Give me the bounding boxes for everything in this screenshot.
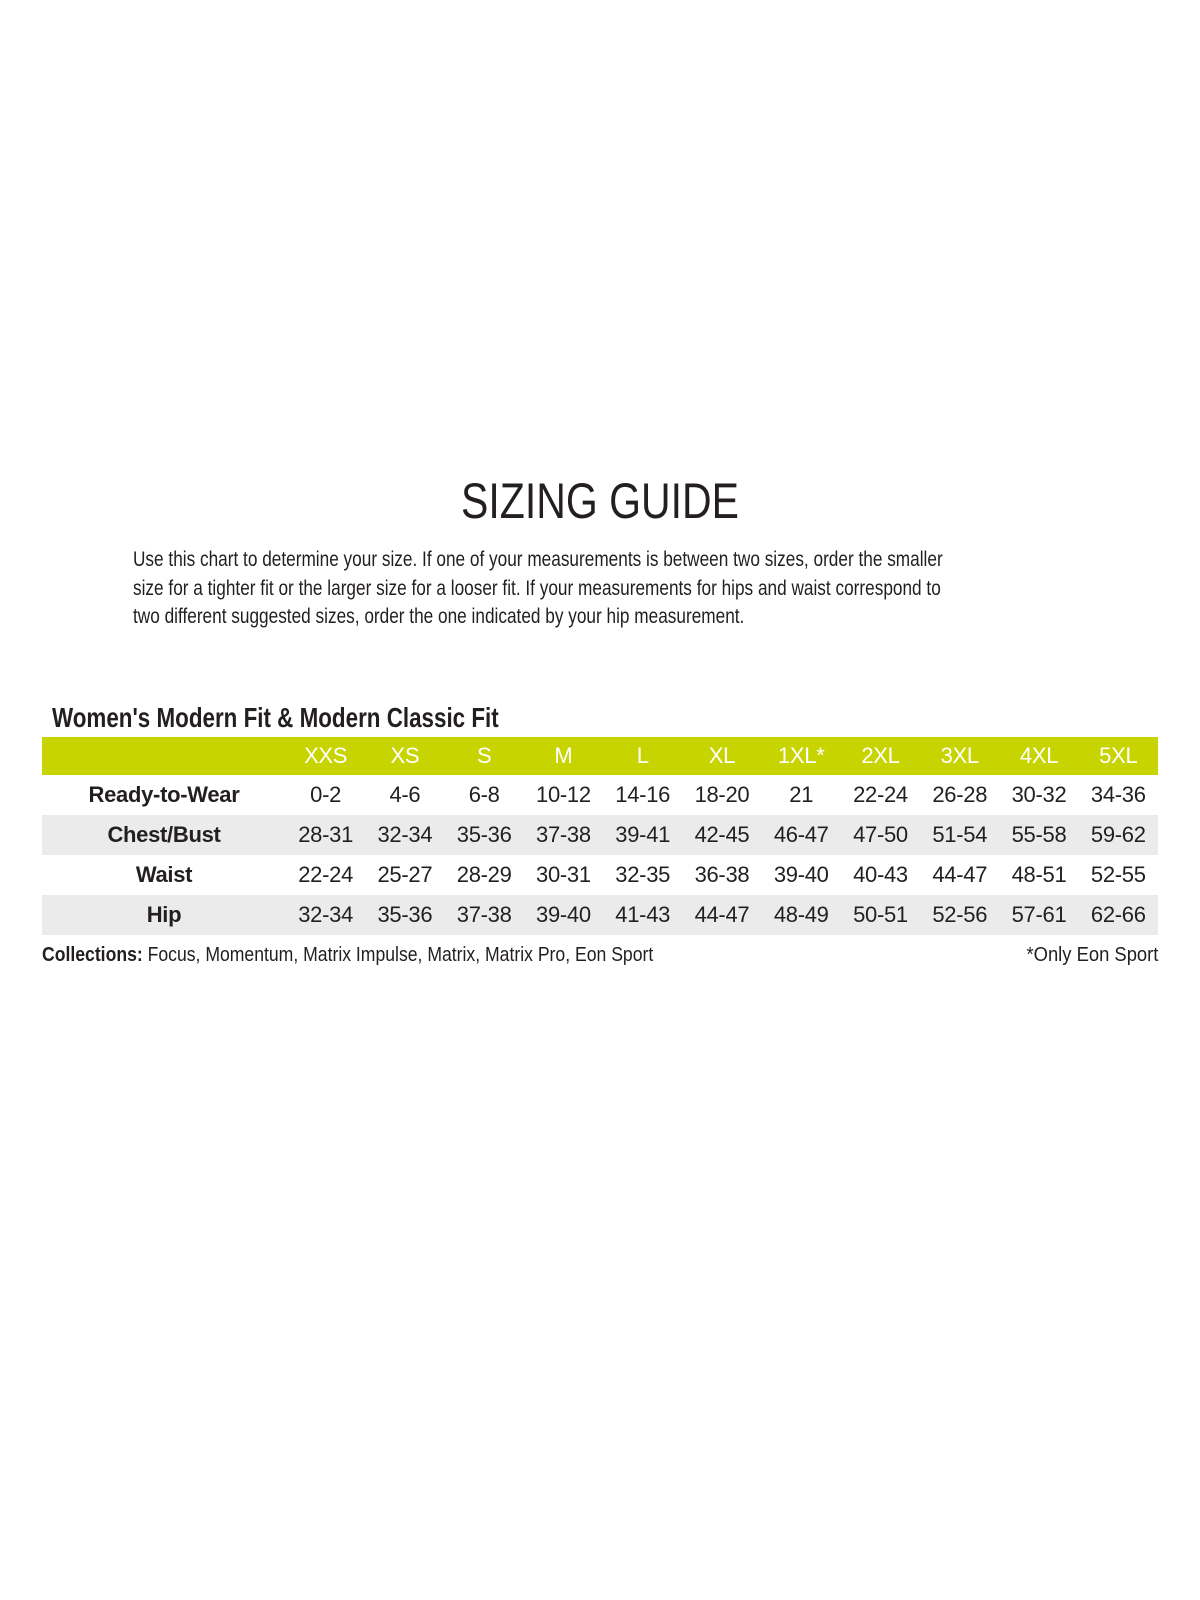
table-cell: 32-34 bbox=[298, 902, 354, 927]
footnote: *Only Eon Sport bbox=[1026, 944, 1158, 966]
column-header-l: L bbox=[636, 743, 649, 768]
table-cell: 28-29 bbox=[456, 862, 512, 887]
table-cell: 30-31 bbox=[536, 862, 591, 887]
intro-line: Use this chart to determine your size. If one of your measurements is between two sizes, order the smaller bbox=[133, 548, 943, 571]
row-label: Waist bbox=[135, 862, 193, 887]
row-label: Chest/Bust bbox=[107, 822, 221, 847]
table-cell: 48-51 bbox=[1011, 862, 1067, 887]
table-cell: 4-6 bbox=[389, 782, 421, 807]
table-cell: 57-61 bbox=[1011, 902, 1067, 927]
table-cell: 14-16 bbox=[615, 782, 671, 807]
table-cell: 21 bbox=[789, 782, 814, 807]
page-title: SIZING GUIDE bbox=[461, 473, 739, 529]
table-cell: 47-50 bbox=[853, 822, 908, 847]
table-cell: 39-41 bbox=[615, 822, 671, 847]
table-cell: 28-31 bbox=[298, 822, 354, 847]
table-row-chest-bust bbox=[42, 815, 1158, 855]
row-label: Hip bbox=[146, 902, 182, 927]
collections-value: Focus, Momentum, Matrix Impulse, Matrix, Matrix Pro, Eon Sport bbox=[142, 944, 654, 966]
table-cell: 22-24 bbox=[853, 782, 908, 807]
table-header-row bbox=[42, 737, 1158, 775]
column-header-1xl: 1XL* bbox=[777, 743, 825, 768]
table-cell: 36-38 bbox=[694, 862, 750, 887]
table-cell: 35-36 bbox=[456, 822, 512, 847]
table-row-waist bbox=[42, 855, 1158, 895]
table-cell: 44-47 bbox=[694, 902, 750, 927]
table-section-title: Women's Modern Fit & Modern Classic Fit bbox=[52, 702, 499, 733]
row-label: Ready-to-Wear bbox=[88, 782, 240, 807]
collections-line bbox=[42, 944, 653, 967]
sizing-table bbox=[42, 737, 1158, 935]
table-cell: 32-34 bbox=[377, 822, 433, 847]
table-cell: 34-36 bbox=[1090, 782, 1146, 807]
column-header-4xl: 4XL bbox=[1019, 743, 1059, 768]
table-cell: 42-45 bbox=[694, 822, 750, 847]
table-cell: 32-35 bbox=[615, 862, 671, 887]
table-cell: 39-40 bbox=[773, 862, 829, 887]
table-cell: 30-32 bbox=[1011, 782, 1067, 807]
column-header-s: S bbox=[476, 743, 492, 768]
column-header-3xl: 3XL bbox=[940, 743, 979, 768]
table-cell: 52-56 bbox=[932, 902, 988, 927]
table-cell: 35-36 bbox=[377, 902, 433, 927]
table-cell: 50-51 bbox=[853, 902, 908, 927]
column-header-2xl: 2XL bbox=[861, 743, 900, 768]
column-header-xs: XS bbox=[390, 743, 420, 768]
table-cell: 22-24 bbox=[298, 862, 354, 887]
intro-paragraph bbox=[133, 546, 1051, 632]
table-cell: 25-27 bbox=[377, 862, 433, 887]
table-footer bbox=[42, 944, 1158, 967]
table-cell: 37-38 bbox=[536, 822, 591, 847]
table-cell: 0-2 bbox=[310, 782, 342, 807]
table-cell: 39-40 bbox=[536, 902, 591, 927]
table-cell: 26-28 bbox=[932, 782, 988, 807]
table-cell: 59-62 bbox=[1090, 822, 1146, 847]
table-row-hip bbox=[42, 895, 1158, 935]
collections-label: Collections: bbox=[42, 944, 143, 966]
table-cell: 10-12 bbox=[536, 782, 591, 807]
intro-line: size for a tighter fit or the larger size for a looser fit. If your measurements for hips and waist correspond to bbox=[133, 576, 941, 600]
table-cell: 46-47 bbox=[773, 822, 829, 847]
table-row-ready-to-wear bbox=[42, 775, 1158, 815]
table-cell: 18-20 bbox=[694, 782, 750, 807]
table-cell: 37-38 bbox=[456, 902, 512, 927]
table-cell: 6-8 bbox=[468, 782, 500, 807]
table-cell: 51-54 bbox=[932, 822, 988, 847]
table-cell: 41-43 bbox=[615, 902, 671, 927]
column-header-5xl: 5XL bbox=[1099, 743, 1138, 768]
table-cell: 62-66 bbox=[1090, 902, 1146, 927]
table-cell: 52-55 bbox=[1090, 862, 1146, 887]
table-cell: 48-49 bbox=[773, 902, 829, 927]
column-header-xxs: XXS bbox=[304, 743, 348, 768]
table-cell: 40-43 bbox=[853, 862, 908, 887]
column-header-m: M bbox=[554, 743, 573, 768]
table-cell: 44-47 bbox=[932, 862, 988, 887]
intro-line: two different suggested sizes, order the one indicated by your hip measurement. bbox=[133, 605, 745, 628]
column-header-xl: XL bbox=[708, 743, 736, 768]
table-cell: 55-58 bbox=[1011, 822, 1067, 847]
